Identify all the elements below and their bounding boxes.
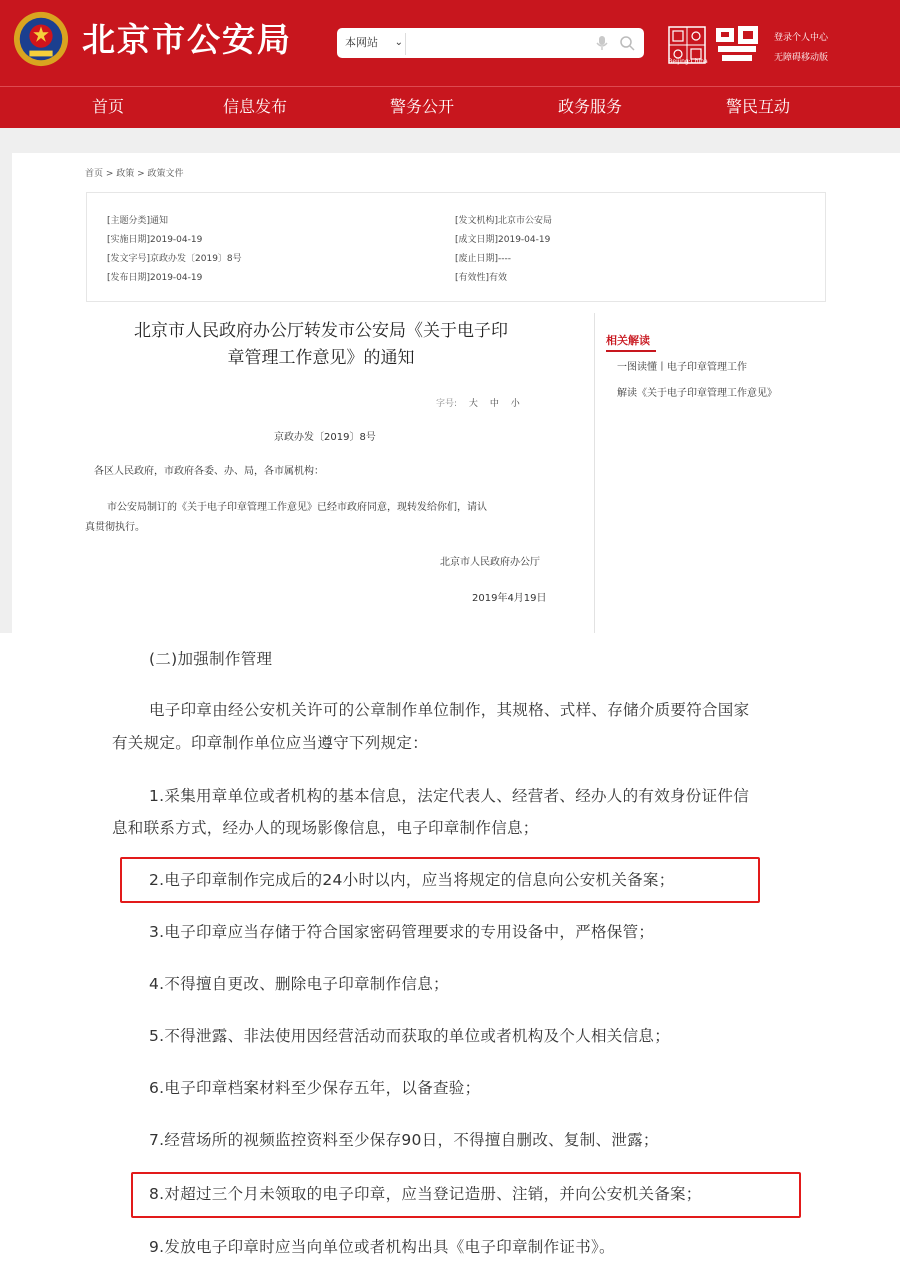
document-metadata <box>86 192 826 302</box>
font-size-small[interactable]: 小 <box>510 399 520 409</box>
nav-item-police-affairs[interactable]: 警务公开 <box>389 97 454 116</box>
police-brand-logo-icon[interactable] <box>714 24 760 64</box>
related-link[interactable]: 一图读懂丨电子印章管理工作 <box>617 362 747 373</box>
search-scope-label: 本网站 <box>345 36 378 49</box>
nav-item-gov-services[interactable]: 政务服务 <box>557 97 622 116</box>
excerpt-item: 4.不得擅自更改、删除电子印章制作信息； <box>149 975 449 993</box>
search-icon[interactable] <box>619 35 635 51</box>
excerpt-item: 5.不得泄露、非法使用因经营活动而获取的单位或者机构及个人相关信息； <box>149 1027 670 1045</box>
search-bar <box>337 28 644 58</box>
excerpt-line: 1.采集用章单位或者机构的基本信息，法定代表人、经营者、经办人的有效身份证件信 <box>149 787 749 805</box>
accessibility-link[interactable]: 无障碍移动版 <box>774 53 829 63</box>
font-size-switcher <box>436 396 520 409</box>
meta-issuing-agency: [发文机构]北京市公安局 <box>455 216 553 226</box>
excerpt-heading: (二)加强制作管理 <box>149 650 273 668</box>
site-title[interactable]: 北京市公安局 <box>82 20 292 59</box>
login-link[interactable]: 登录个人中心 <box>774 33 829 43</box>
meta-written-date: [成文日期]2019-04-19 <box>455 235 551 245</box>
meta-publish-date: [发布日期]2019-04-19 <box>107 273 203 283</box>
font-size-medium[interactable]: 中 <box>489 399 499 409</box>
excerpt-line: 有关规定。印章制作单位应当遵守下列规定： <box>112 734 429 752</box>
microphone-icon[interactable] <box>595 35 609 51</box>
related-title: 相关解读 <box>606 334 650 347</box>
meta-effective-date: [实施日期]2019-04-19 <box>107 235 203 245</box>
related-link[interactable]: 解读《关于电子印章管理工作意见》 <box>617 388 777 399</box>
font-size-label: 字号: <box>436 399 458 409</box>
excerpt-item: 9.发放电子印章时应当向单位或者机构出具《电子印章制作证书》。 <box>149 1238 615 1256</box>
doc-recipients: 各区人民政府，市政府各委、办、局，各市属机构： <box>94 466 324 477</box>
font-size-large[interactable]: 大 <box>468 399 478 409</box>
police-emblem-icon[interactable] <box>12 10 70 68</box>
nav-item-info-release[interactable]: 信息发布 <box>222 97 287 116</box>
document-title <box>82 318 560 372</box>
header-top-bar <box>0 0 900 86</box>
logo-caption: Beijing·China <box>668 58 708 65</box>
document-title-line: 北京市人民政府办公厅转发市公安局《关于电子印 <box>134 321 508 341</box>
meta-validity: [有效性]有效 <box>455 273 508 283</box>
excerpt-item: 7.经营场所的视频监控资料至少保存90日，不得擅自删改、复制、泄露； <box>149 1131 659 1149</box>
main-nav <box>0 86 900 129</box>
column-divider <box>594 313 595 633</box>
doc-body-line: 真贯彻执行。 <box>85 522 145 533</box>
excerpt-item: 6.电子印章档案材料至少保存五年，以备查验； <box>149 1079 481 1097</box>
document-title-line: 章管理工作意见》的通知 <box>227 348 415 368</box>
nav-item-home[interactable]: 首页 <box>91 97 124 116</box>
top-links <box>774 28 828 68</box>
chevron-down-icon: ⌄ <box>394 37 403 48</box>
site-header <box>0 0 900 128</box>
meta-repeal-date: [废止日期]---- <box>455 254 512 264</box>
related-title-underline <box>606 350 656 352</box>
excerpt-item: 3.电子印章应当存储于符合国家密码管理要求的专用设备中，严格保管； <box>149 923 655 941</box>
doc-date: 2019年4月19日 <box>472 593 547 604</box>
meta-category: [主题分类]通知 <box>107 216 169 226</box>
doc-number: 京政办发〔2019〕8号 <box>274 432 376 443</box>
excerpt-line: 电子印章由经公安机关许可的公章制作单位制作，其规格、式样、存储介质要符合国家 <box>149 701 750 719</box>
nav-item-interaction[interactable]: 警民互动 <box>725 97 790 116</box>
search-input[interactable] <box>405 33 594 55</box>
doc-body-line: 市公安局制订的《关于电子印章管理工作意见》已经市政府同意，现转发给你们，请认 <box>107 502 487 513</box>
doc-issuer: 北京市人民政府办公厅 <box>440 557 540 568</box>
excerpt-line: 息和联系方式，经办人的现场影像信息，电子印章制作信息； <box>112 819 539 837</box>
breadcrumb[interactable]: 首页 > 政策 > 政策文件 <box>85 169 184 179</box>
meta-doc-number: [发文字号]京政办发〔2019〕8号 <box>107 254 242 264</box>
excerpt-item: 2.电子印章制作完成后的24小时以内，应当将规定的信息向公安机关备案； <box>149 871 675 889</box>
search-scope-select[interactable] <box>345 28 401 58</box>
excerpt-item: 8.对超过三个月未领取的电子印章，应当登记造册、注销，并向公安机关备案； <box>149 1185 702 1203</box>
